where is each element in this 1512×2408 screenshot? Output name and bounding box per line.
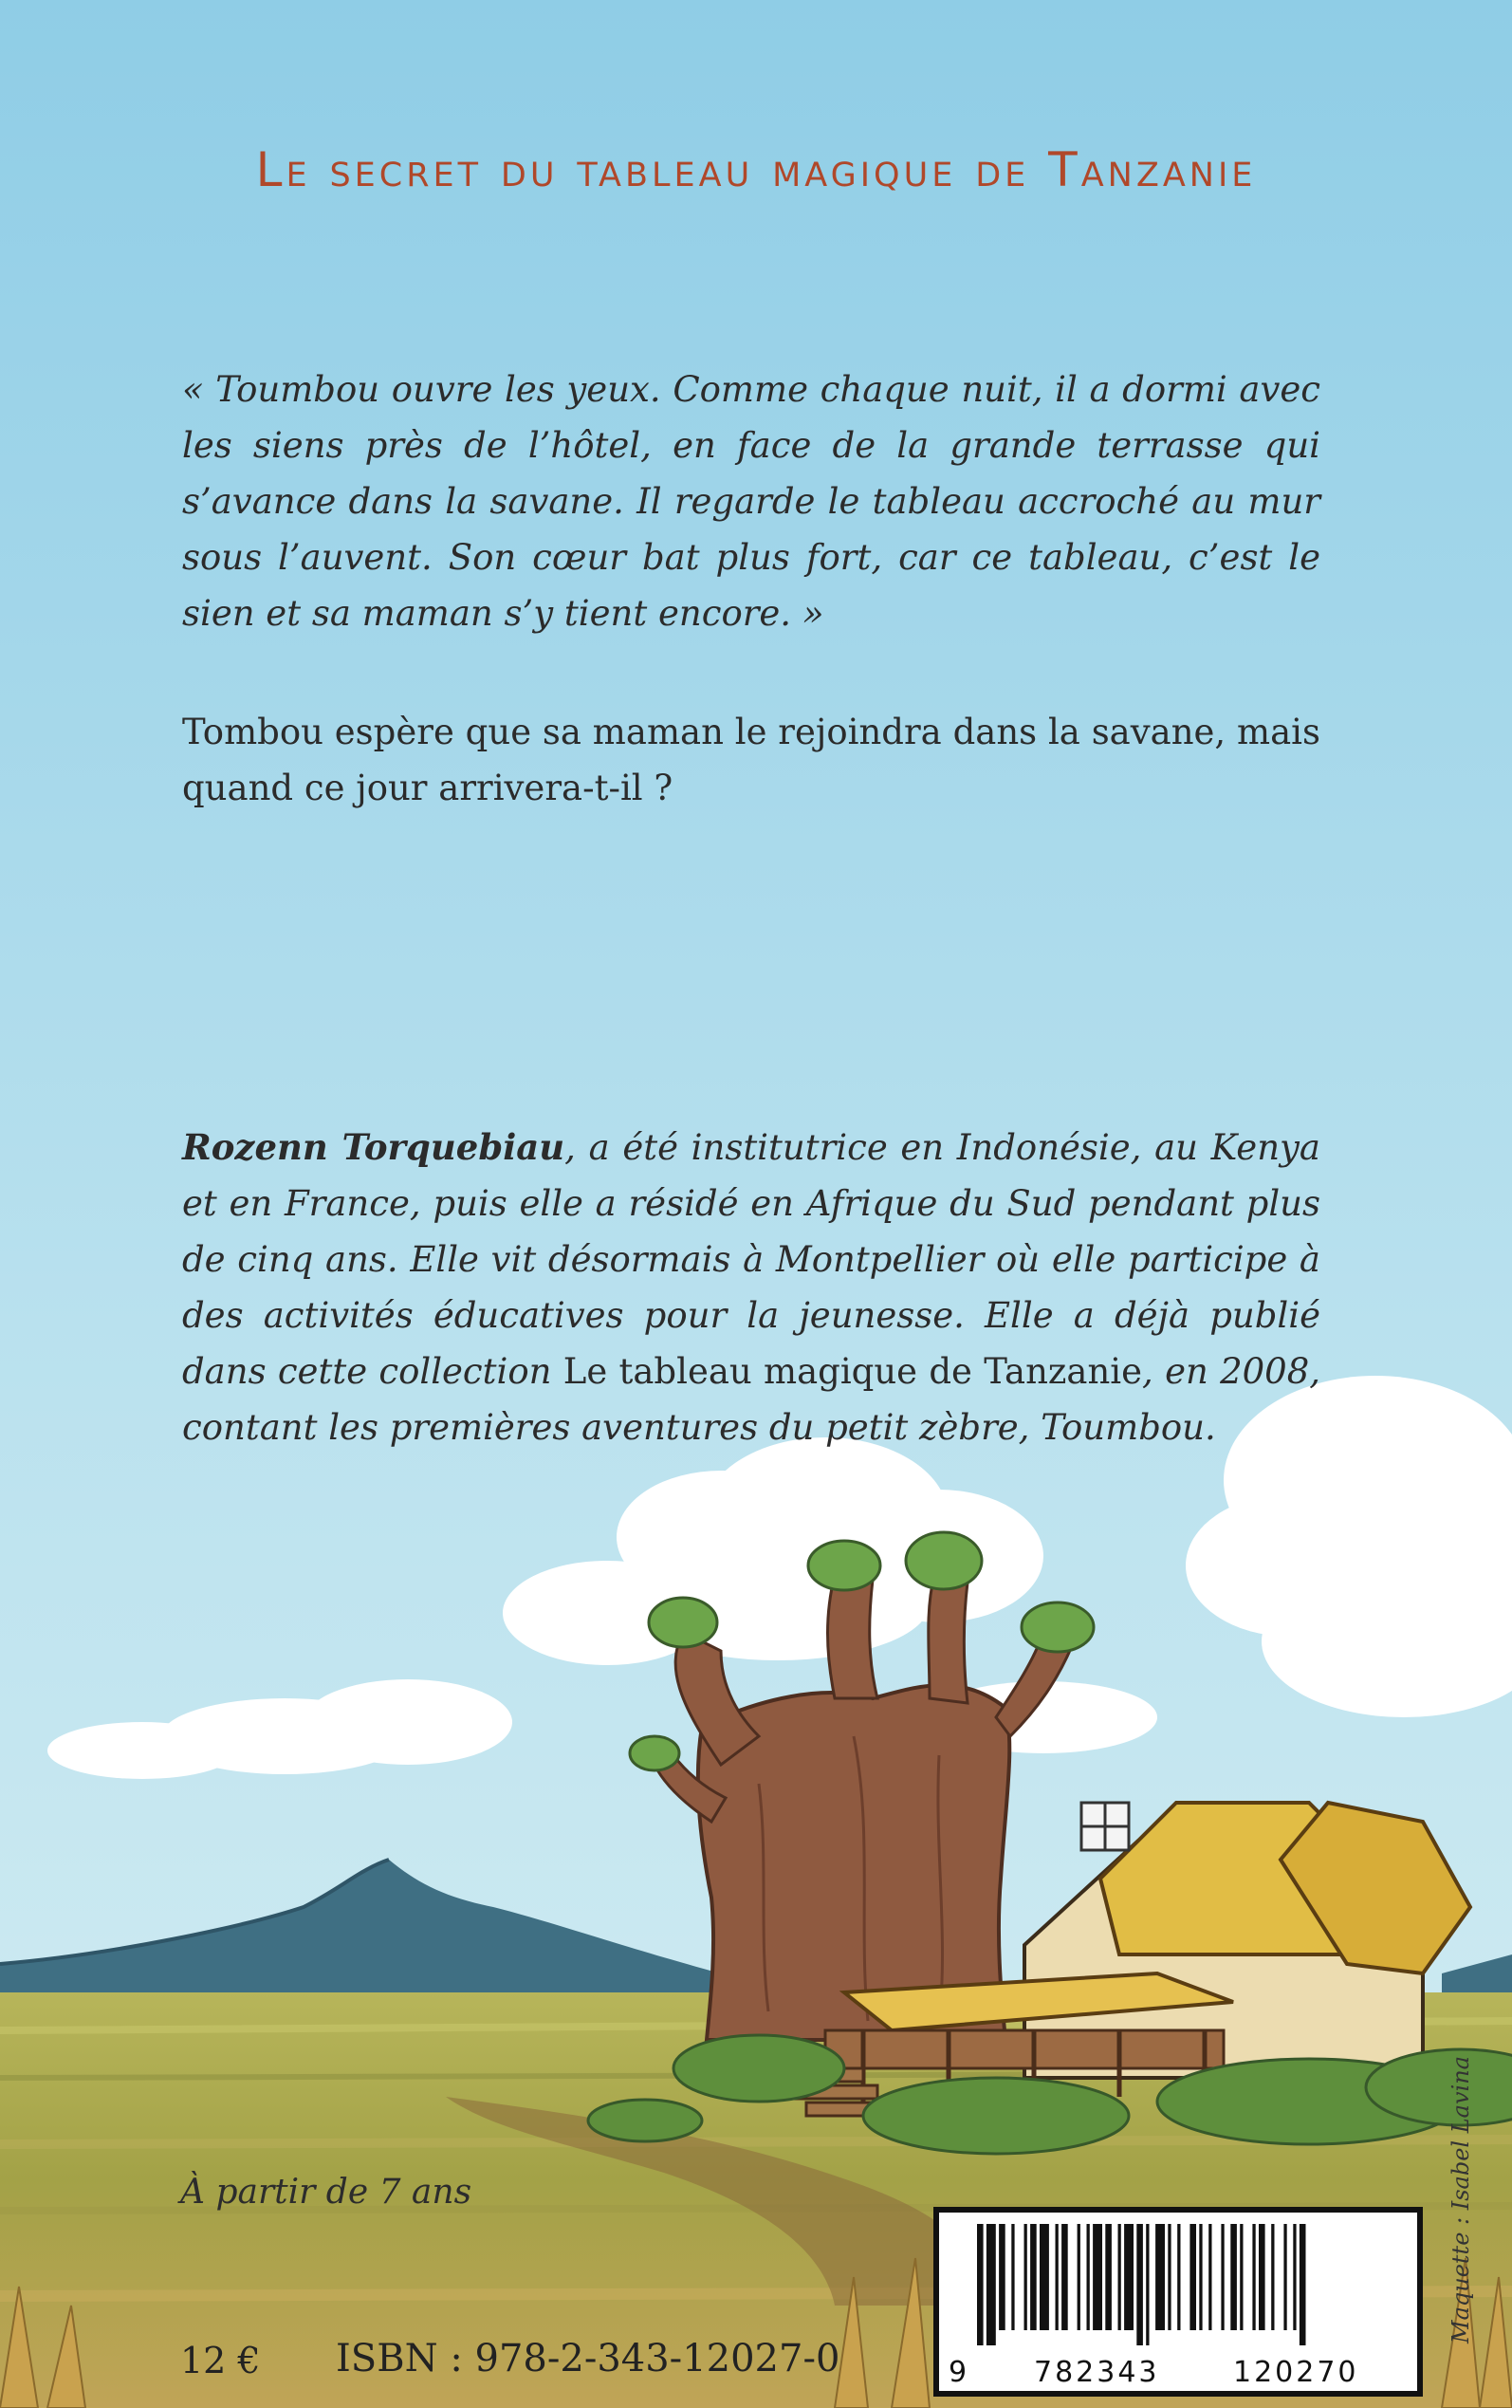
- barcode-bar: [986, 2224, 996, 2345]
- barcode-bar: [1221, 2224, 1224, 2330]
- bio-text-1: , a été institutrice en Indonésie, au Kenya et en France, puis elle a résidé en Afrique du Sud pendant plus de cinq ans. Elle vit désormais à Montpellier où elle participe à des activités éducatives pour la jeunesse. Elle a déjà publié dans cette collection: [182, 1127, 1320, 1392]
- story-pitch: Tombou espère que sa maman le rejoindra dans la savane, mais quand ce jour arrivera-t-il ?: [182, 712, 1320, 808]
- barcode-bar: [1105, 2224, 1112, 2330]
- barcode-bar: [1056, 2224, 1059, 2330]
- barcode-bar: [1011, 2224, 1014, 2330]
- barcode-bar: [1093, 2224, 1102, 2330]
- barcode-bar: [1124, 2224, 1134, 2330]
- barcode-first-digit: 9: [949, 2356, 968, 2389]
- barcode-bar: [1240, 2224, 1243, 2330]
- barcode: [933, 2207, 1423, 2397]
- terrace-deck: [825, 2030, 1224, 2068]
- isbn: ISBN : 978-2-343-12027-0: [336, 2337, 840, 2380]
- barcode-bar: [1300, 2224, 1306, 2345]
- barcode-bar: [1030, 2224, 1037, 2330]
- barcode-bar: [1118, 2224, 1121, 2330]
- author-bio: [182, 1120, 1320, 1455]
- barcode-bar: [1252, 2224, 1255, 2330]
- barcode-bar: [1189, 2224, 1196, 2330]
- barcode-bar: [1208, 2224, 1211, 2330]
- age-recommendation: À partir de 7 ans: [180, 2173, 472, 2212]
- barcode-right-group: 120270: [1233, 2356, 1359, 2389]
- excerpt-quote: « Toumbou ouvre les yeux. Comme chaque nuit, il a dormi avec les siens près de l’hôtel, en face de la grande terrasse qui s’avance dans la savane. Il regarde le tableau accroché au mur sous l’auvent. Son cœur bat plus fort, car ce tableau, c’est le sien et sa maman s’y tient encore. »: [182, 369, 1320, 634]
- barcode-bar: [1230, 2224, 1237, 2330]
- barcode-bar: [1155, 2224, 1165, 2330]
- barcode-bar: [1024, 2224, 1027, 2330]
- author-name: Rozenn Torquebiau: [182, 1126, 565, 1168]
- price: 12 €: [180, 2340, 261, 2381]
- previous-book-title: Le tableau magique de Tanzanie: [562, 1351, 1143, 1392]
- barcode-bar: [1168, 2224, 1171, 2330]
- barcode-bar: [1177, 2224, 1180, 2330]
- barcode-left-group: 782343: [1034, 2356, 1160, 2389]
- barcode-bar: [1040, 2224, 1049, 2330]
- barcode-bar: [1078, 2224, 1080, 2330]
- bio-text-2: , en 2008, contant les premières aventures du petit zèbre, Toumbou.: [182, 1351, 1320, 1448]
- design-credit: Maquette : Isabel Lavina: [1447, 2056, 1474, 2343]
- barcode-bar: [1271, 2224, 1274, 2330]
- barcode-bar: [1061, 2224, 1068, 2330]
- barcode-bar: [1283, 2224, 1286, 2330]
- barcode-bar: [1259, 2224, 1265, 2330]
- barcode-bars: [939, 2213, 1417, 2355]
- barcode-bar: [1136, 2224, 1143, 2345]
- barcode-bar: [977, 2224, 984, 2345]
- barcode-bar: [999, 2224, 1005, 2330]
- book-title: Le secret du tableau magique de Tanzanie: [255, 142, 1257, 197]
- barcode-bar: [1199, 2224, 1202, 2330]
- barcode-bar: [1146, 2224, 1149, 2345]
- barcode-bar: [1293, 2224, 1296, 2330]
- barcode-bar: [1087, 2224, 1090, 2330]
